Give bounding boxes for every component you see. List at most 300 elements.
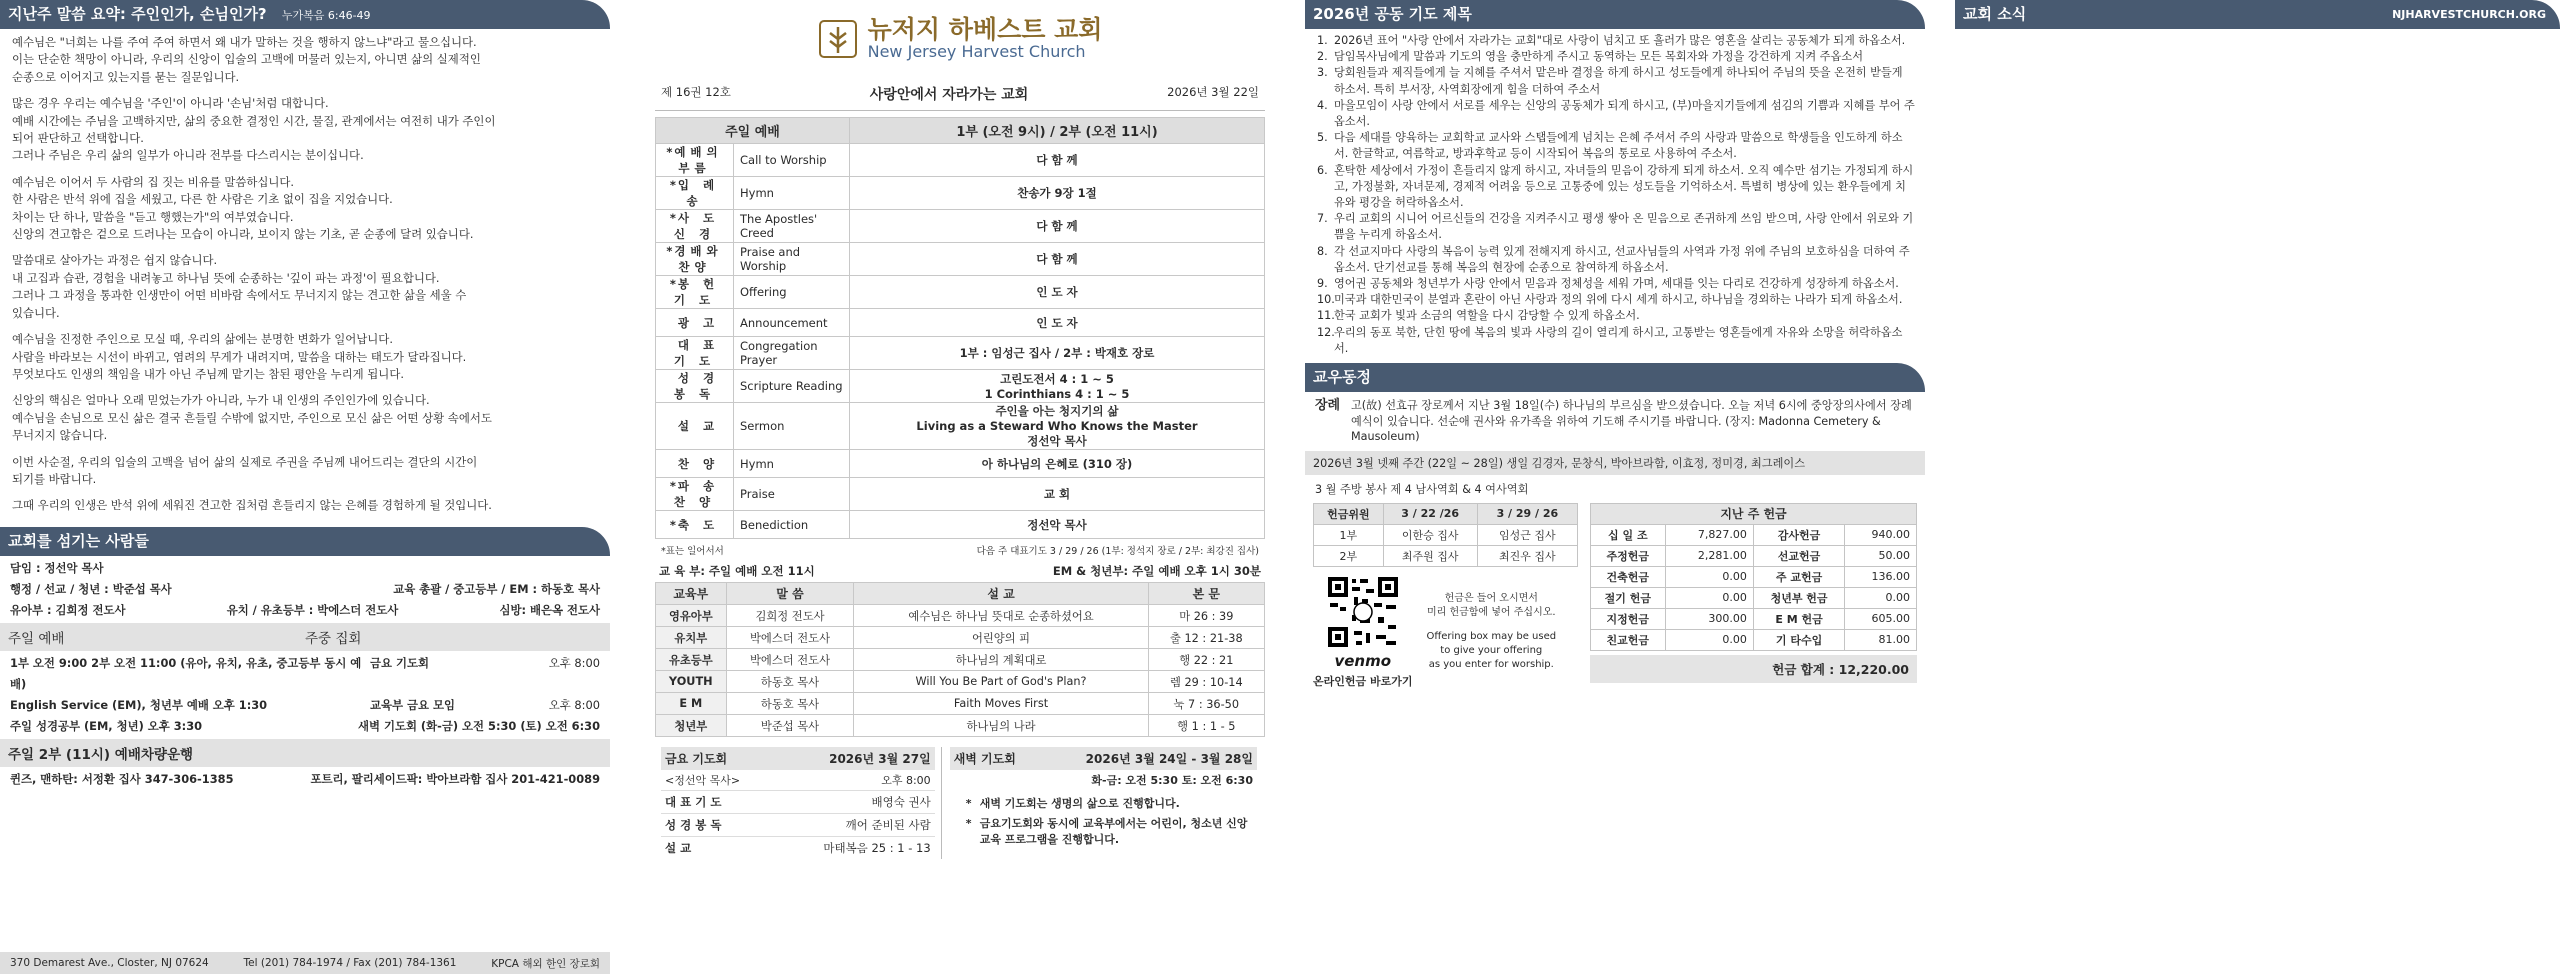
edu-sermon: 하나님의 계획대로 <box>854 649 1148 671</box>
worship-order-heading: 주일 예배 <box>656 118 850 144</box>
friday-prayer-date: 2026년 3월 27일 <box>829 752 931 766</box>
standing-mark: * <box>666 244 678 258</box>
sermon-line: 그러나 그 과정을 통과한 인생만이 어떤 비바람 속에서도 무너지지 않는 견고한 삶을 세울 수 <box>12 288 467 303</box>
worship-row <box>656 276 1265 309</box>
members-news-title: 교우동정 <box>1313 368 1371 387</box>
prayer-text: 영어권 공동체와 청년부가 사랑 안에서 믿음과 정체성을 세워 가며, 세대를 잇는 다리로 건강하게 성장하게 하옵소서. <box>1334 277 1899 291</box>
ushers-col-date2: 3 / 29 / 26 <box>1477 503 1577 524</box>
worship-item-leader <box>850 177 1265 210</box>
worship-item-name: 성 경 봉 독 <box>656 370 734 403</box>
church-phone: Tel (201) 784-1974 / Fax (201) 784-1361 <box>243 957 457 969</box>
prayer-item <box>1317 65 1915 97</box>
usher-service-2: 2부 <box>1314 545 1384 566</box>
funeral-notice <box>1305 392 1925 451</box>
venmo-block <box>1313 575 1578 689</box>
worship-row <box>656 243 1265 276</box>
prayer-item <box>1317 33 1915 49</box>
sermon-summary-citation: 누가복음 6:46-49 <box>281 9 371 22</box>
prayer-number: 9. <box>1317 277 1328 291</box>
offering-instructions <box>1426 592 1556 672</box>
edu-speaker: 박준섭 목사 <box>726 715 854 737</box>
venmo-label: venmo <box>1334 651 1392 670</box>
worship-item-text: 교 회 <box>1043 487 1071 501</box>
offering-type: 청년부 헌금 <box>1753 587 1844 608</box>
standing-mark: * <box>669 479 681 493</box>
offering-type: 친교헌금 <box>1591 629 1666 650</box>
meeting-row-3-sunday: 주일 성경공부 (EM, 청년) 오후 3:30 <box>10 718 203 733</box>
worship-item-name: *봉 헌 기 도 <box>656 276 734 309</box>
dawn-prayer <box>942 747 1265 859</box>
worship-item-english: Benediction <box>734 511 850 539</box>
education-time: 교 육 부: 주일 예배 오전 11시 <box>659 564 815 578</box>
shuttle-title: 주일 2부 (11시) 예배차량운행 <box>8 746 194 763</box>
friday-prayer-row <box>661 836 935 859</box>
offering-type: 감사헌금 <box>1753 524 1844 545</box>
standing-mark: * <box>669 517 681 532</box>
offering-type: 주 교헌금 <box>1753 566 1844 587</box>
offering-amount: 0.00 <box>1665 566 1753 587</box>
standing-mark: * <box>669 277 681 291</box>
offering-total: 헌금 합계 : 12,220.00 <box>1590 655 1917 683</box>
funeral-label: 장례 <box>1315 398 1341 414</box>
prayer-text: 미국과 대한민국이 분열과 혼란이 아닌 사랑과 정의 위에 다시 세게 하시고, 하나님을 경외하는 나라가 되게 하옵소서. <box>1334 293 1903 307</box>
worship-order-column <box>655 0 1265 974</box>
ushers-table <box>1313 503 1578 567</box>
table-row <box>1591 566 1917 587</box>
offering-amount: 7,827.00 <box>1665 524 1753 545</box>
prayer-item <box>1317 130 1915 162</box>
usher-1-date2: 임성근 집사 <box>1477 524 1577 545</box>
meeting-row-1-name: 금요 기도회 <box>370 655 429 670</box>
sermon-line: 이번 사순절, 우리의 입술의 고백을 넘어 삶의 실제로 주권을 주님께 내어드리는 결단의 시간이 <box>12 454 478 469</box>
dawn-prayer-notes: * 새벽 기도회는 생명의 삶으로 진행합니다. * 금요기도회와 동시에 교육부에서는 어린이, 청소년 신앙 교육 프로그램을 진행합니다. <box>950 790 1257 848</box>
prayer-text: 마을모임이 사랑 안에서 서로를 세우는 신앙의 공동체가 되게 하시고, (부)마을지기들에게 섬김의 기쁨과 지혜를 부어 주옵소서. <box>1334 98 1915 129</box>
worship-row <box>656 177 1265 210</box>
prayer-number: 10. <box>1317 293 1335 307</box>
offering-note-1: 헌금은 들어 오시면서 <box>1444 592 1538 604</box>
edu-col-text: 본 문 <box>1148 583 1264 605</box>
worship-item-english: Offering <box>734 276 850 309</box>
church-news-header <box>1955 0 2560 29</box>
table-row <box>1591 587 1917 608</box>
sunday-worship-heading: 주일 예배 <box>8 630 65 647</box>
offering-amount: 0.00 <box>1665 587 1753 608</box>
friday-prayer <box>655 747 942 859</box>
prayer-meetings <box>655 747 1265 859</box>
staff-children: 유치 / 유초등부 : 박에스더 전도사 <box>226 602 399 617</box>
worship-item-text: 정선악 목사 <box>1027 517 1087 532</box>
prayer-text: 당회원들과 제직들에게 늘 지혜를 주셔서 맡은바 결정을 하게 하시고 성도들에게 하나되어 주님의 뜻을 온전히 받들게 하소서. 특히 부서장, 사역회장에게 힘을 더하여 주소서 <box>1334 66 1903 96</box>
table-row <box>656 605 1265 627</box>
church-logo-icon <box>818 19 858 59</box>
prayer-text: 우리 교회의 시니어 어르신들의 건강을 지켜주시고 평생 쌓아 온 믿음으로 존귀하게 쓰임 받으며, 사랑 안에서 위로와 기쁨을 누리게 하옵소서. <box>1334 212 1914 242</box>
worship-item-name: *예배의 부름 <box>656 144 734 177</box>
staff-list <box>0 556 610 623</box>
table-row <box>656 671 1265 693</box>
friday-row-label: 대 표 기 도 <box>665 795 722 809</box>
worship-item-leader <box>850 337 1265 370</box>
worship-item-leader <box>850 309 1265 337</box>
offering-type: 기 타수입 <box>1753 629 1844 650</box>
edu-sermon: 예수님은 하나님 뜻대로 순종하셨어요 <box>854 605 1148 627</box>
address-footer <box>0 952 610 974</box>
prayer-item <box>1317 325 1915 357</box>
last-week-offering <box>1590 503 1917 689</box>
prayer-header <box>1305 0 1925 29</box>
worship-row <box>656 309 1265 337</box>
prayer-number: 6. <box>1317 163 1328 177</box>
meetings-header <box>0 623 610 651</box>
friday-prayer-leader: <정선악 목사> <box>665 774 741 787</box>
worship-item-english: Call to Worship <box>734 144 850 177</box>
usher-1-date1: 이한승 집사 <box>1383 524 1477 545</box>
edu-text: 행 22 : 21 <box>1148 649 1264 671</box>
ushers-and-venmo <box>1313 503 1578 689</box>
church-name-korean: 뉴저지 하베스트 교회 <box>867 15 1103 44</box>
standing-mark: * <box>669 178 681 192</box>
offering-table <box>1590 503 1917 651</box>
staff-visitation: 심방: 배은옥 전도사 <box>499 602 600 617</box>
friday-prayer-row <box>661 790 935 813</box>
worship-row <box>656 337 1265 370</box>
ushers-col-role: 헌금위원 <box>1314 503 1384 524</box>
weekday-meetings-heading: 주중 집회 <box>305 630 362 647</box>
shuttle-header <box>0 739 610 767</box>
prayer-text: 혼탁한 세상에서 가정이 흔들리지 않게 하시고, 자녀들의 믿음이 강하게 되게 하소서. 오직 예수만 섬기는 가정되게 하시고, 가정불화, 자녀문제, 경제적 어려움 등으로 고통중에 있는 성도들을 기억하소서. 특별히 병상에 있는 환우들에게 치유와 평강을 허락하옵소서. <box>1334 163 1914 210</box>
venmo-qr-area[interactable] <box>1313 575 1412 689</box>
table-row <box>1591 629 1917 650</box>
prayer-number: 2. <box>1317 50 1328 64</box>
sermon-line: 차이는 단 하나, 말씀을 "듣고 행했는가"의 여부였습니다. <box>12 209 294 224</box>
worship-item-english: Hymn <box>734 450 850 478</box>
sermon-line: 예수님은 "너희는 나를 주여 주여 하면서 왜 내가 말하는 것을 행하지 않느냐"라고 물으십니다. <box>12 35 477 49</box>
church-news-column <box>1955 0 2560 974</box>
shuttle-drivers <box>0 767 610 792</box>
prayer-number: 5. <box>1317 131 1328 145</box>
edu-col-department: 교육부 <box>656 583 727 605</box>
offering-amount: 940.00 <box>1845 524 1917 545</box>
dawn-prayer-title: 새벽 기도회 <box>953 752 1016 766</box>
edu-text: 눅 7 : 36-50 <box>1148 693 1264 715</box>
prayer-number: 4. <box>1317 98 1328 112</box>
worship-item-name: 설 교 <box>656 403 734 450</box>
dawn-prayer-date: 2026년 3월 24일 - 3월 28일 <box>1085 752 1253 766</box>
offering-amount: 0.00 <box>1665 629 1753 650</box>
usher-2-date1: 최주원 집사 <box>1383 545 1477 566</box>
worship-item-leader <box>850 144 1265 177</box>
sermon-paragraph <box>12 392 598 444</box>
meeting-row-1-sunday: 1부 오전 9:00 2부 오전 11:00 (유아, 유치, 유초, 중고등부 동시 예배) <box>10 655 362 691</box>
worship-item-text: 다 함 께 <box>1036 153 1078 167</box>
offering-type: 주정헌금 <box>1591 545 1666 566</box>
funeral-text: 고(故) 선효규 장로께서 지난 3월 18일(수) 하나님의 부르심을 받으셨습니다. 오늘 저녁 6시에 중앙장의사에서 장례예식이 있습니다. 선순애 권사와 유가족을 위하여 기도해 주시기를 바랍니다. (장지: Madonna Cemetery & Mausoleum) <box>1351 399 1912 444</box>
worship-item-text: 찬송가 9장 1절 <box>1017 186 1097 200</box>
prayer-item <box>1317 211 1915 243</box>
education-header <box>655 561 1265 582</box>
church-name-english: New Jersey Harvest Church <box>867 42 1086 61</box>
kitchen-service-text: 3 월 주방 봉사 제 4 남사역회 & 4 여사역회 <box>1315 482 1529 496</box>
prayer-item <box>1317 292 1915 308</box>
standing-mark: * <box>669 211 681 225</box>
worship-item-english: Praise <box>734 478 850 511</box>
next-week-prayer-note: 다음 주 대표기도 3 / 29 / 26 (1부: 정석지 장로 / 2부: 최강진 집사) <box>976 546 1259 557</box>
standing-mark: * <box>666 145 678 159</box>
sermon-paragraph <box>12 454 598 489</box>
offering-amount: 605.00 <box>1845 608 1917 629</box>
edu-speaker: 박에스더 전도사 <box>726 649 854 671</box>
dawn-note-1: 새벽 기도회는 생명의 삶으로 진행합니다. <box>979 797 1180 810</box>
worship-row <box>656 144 1265 177</box>
edu-department: 청년부 <box>656 715 727 737</box>
prayer-number: 8. <box>1317 244 1328 258</box>
prayer-item <box>1317 49 1915 65</box>
offering-type: 선교헌금 <box>1753 545 1844 566</box>
friday-row-value: 마태복음 25 : 1 - 13 <box>823 841 931 855</box>
friday-prayer-row <box>661 813 935 836</box>
usher-service-1: 1부 <box>1314 524 1384 545</box>
edu-sermon: 어린양의 피 <box>854 627 1148 649</box>
friday-row-value: 깨어 준비된 사람 <box>845 818 931 832</box>
worship-item-text: 인 도 자 <box>1036 315 1078 330</box>
meetings-list <box>0 651 610 739</box>
edu-text: 출 12 : 21-38 <box>1148 627 1264 649</box>
edu-sermon: Will You Be Part of God's Plan? <box>854 671 1148 693</box>
dawn-prayer-time: 화-금: 오전 5:30 토: 오전 6:30 <box>1091 774 1253 787</box>
denomination: KPCA 해외 한인 장로회 <box>491 957 600 970</box>
prayer-text: 우리의 동포 북한, 단힌 땅에 복음의 빛과 사랑의 길이 열리게 하시고, 고통받는 영혼들에게 자유와 소망을 허락하옵소서. <box>1334 325 1903 355</box>
worship-item-leader <box>850 511 1265 539</box>
table-row <box>656 627 1265 649</box>
staff-education: 교육 총괄 / 중고등부 / EM : 하동호 목사 <box>393 581 600 596</box>
worship-item-name: *사 도 신 경 <box>656 210 734 243</box>
table-row <box>1591 545 1917 566</box>
staff-senior: 담임 : 정선악 목사 <box>10 560 104 575</box>
sermon-paragraph <box>12 252 598 322</box>
sermon-paragraph <box>12 95 598 165</box>
birthday-notice <box>1305 451 1925 475</box>
worship-item-text: 다 함 께 <box>1036 219 1078 233</box>
prayer-item <box>1317 244 1915 276</box>
edu-department: 유초등부 <box>656 649 727 671</box>
sermon-paragraph <box>12 34 598 86</box>
sermon-line: 신앙의 견고함은 겉으로 드러나는 모습이 아니라, 보이지 않는 기초, 곧 순종에 달려 있습니다. <box>12 227 474 242</box>
edu-speaker: 박에스더 전도사 <box>726 627 854 649</box>
staff-header <box>0 527 610 556</box>
prayer-text: 각 선교지마다 사랑의 복음이 능력 있게 전해지게 하시고, 선교사님들의 사역과 가정 위에 주님의 보호하심을 더하여 주옵소서. 단기선교를 통해 복음의 현장에 순종으로 참여하게 하옵소서. <box>1334 244 1910 274</box>
sermon-line: 되어 판단하고 선택합니다. <box>12 131 144 146</box>
church-address: 370 Demarest Ave., Closter, NJ 07624 <box>10 957 209 969</box>
prayer-text: 한국 교회가 빛과 소금의 역할을 다시 감당할 수 있게 하옵소서. <box>1334 309 1640 323</box>
staff-infant: 유아부 : 김희정 전도사 <box>10 602 126 617</box>
sermon-line: 순종으로 이어지고 있는지를 묻는 질문입니다. <box>12 69 240 84</box>
worship-item-english: Praise and Worship <box>734 243 850 276</box>
worship-item-text: 1부 : 임성근 집사 / 2부 : 박재호 장로 <box>959 346 1155 360</box>
sermon-summary-title: 지난주 말씀 요약: 주인인가, 손님인가? <box>8 5 267 23</box>
worship-item-leader <box>850 243 1265 276</box>
table-row <box>1314 524 1578 545</box>
table-row <box>656 649 1265 671</box>
offering-type: 건축헌금 <box>1591 566 1666 587</box>
worship-item-english: Announcement <box>734 309 850 337</box>
worship-item-english: Scripture Reading <box>734 370 850 403</box>
sermon-line: 한 사람은 반석 위에 집을 세웠고, 다른 한 사람은 기초 없이 집을 지었습니다. <box>12 192 393 207</box>
edu-col-speaker: 말 씀 <box>726 583 854 605</box>
worship-item-leader <box>850 370 1265 403</box>
worship-item-english: Sermon <box>734 403 850 450</box>
prayer-number: 12. <box>1317 325 1335 339</box>
offering-type: 절기 헌금 <box>1591 587 1666 608</box>
worship-item-text: 인 도 자 <box>1036 285 1078 299</box>
worship-item-english: The Apostles' Creed <box>734 210 850 243</box>
prayer-item <box>1317 163 1915 212</box>
sermon-line: 무엇보다도 인생의 책임을 내가 아닌 주님께 맡기는 참된 평안을 누리게 됩니다. <box>12 366 404 381</box>
prayer-item <box>1317 98 1915 130</box>
edu-text: 행 1 : 1 - 5 <box>1148 715 1264 737</box>
meeting-row-3-name: 새벽 기도회 (화-금) 오전 5:30 (토) 오전 6:30 <box>357 718 600 733</box>
worship-item-name: 찬 양 <box>656 450 734 478</box>
prayer-number: 11. <box>1317 309 1335 323</box>
table-row <box>1314 545 1578 566</box>
offering-type: 십 일 조 <box>1591 524 1666 545</box>
em-youth-time: EM & 청년부: 주일 예배 오후 1시 30분 <box>1052 564 1261 578</box>
sermon-paragraph <box>12 331 598 383</box>
offering-note-4: to give your offering <box>1440 644 1543 656</box>
sermon-paragraph <box>12 497 598 514</box>
worship-item-leader <box>850 450 1265 478</box>
offering-area <box>1305 503 1925 689</box>
offering-note-2: 미리 헌금함에 넣어 주십시오. <box>1426 606 1556 618</box>
offering-note-3: Offering box may be used <box>1426 630 1557 642</box>
offering-type: E M 헌금 <box>1753 608 1844 629</box>
sermon-line: 사람을 바라보는 시선이 바뀌고, 염려의 무게가 내려지며, 말씀을 대하는 태도가 달라집니다. <box>12 349 467 364</box>
prayer-item <box>1317 276 1915 292</box>
worship-row <box>656 210 1265 243</box>
prayer-text: 담임목사님에게 말씀과 기도의 영을 충만하게 주시고 동역하는 모든 목회자와 가정을 강건하게 지켜 주옵소서 <box>1334 50 1863 64</box>
kitchen-service <box>1305 475 1925 503</box>
online-giving-link[interactable]: 온라인헌금 바로가기 <box>1313 674 1413 688</box>
meeting-row-1-time: 오후 8:00 <box>548 655 600 670</box>
worship-item-leader <box>850 210 1265 243</box>
edu-department: YOUTH <box>656 671 727 693</box>
shuttle-driver-queens: 퀸즈, 맨하탄: 서정환 집사 347-306-1385 <box>10 771 234 786</box>
worship-item-name: *입 례 송 <box>656 177 734 210</box>
education-table <box>655 582 1265 737</box>
sermon-line: 예배 시간에는 주님을 고백하지만, 삶의 중요한 결정인 시간, 물질, 관계에서는 여전히 내가 주인이 <box>12 113 496 128</box>
table-row <box>1591 524 1917 545</box>
edu-speaker: 김희정 전도사 <box>726 605 854 627</box>
sermon-summary-body <box>0 34 610 515</box>
prayer-item <box>1317 308 1915 324</box>
prayer-text: 다음 세대를 양육하는 교회학교 교사와 스탭들에게 넘치는 은혜 주셔서 주의 사랑과 말씀으로 학생들을 인도하게 하소서. 한글학교, 여름학교, 방과후학교 등이 시작되어 복음의 통로로 사용하여 주소서. <box>1334 131 1903 161</box>
worship-item-text: 주인을 아는 청지기의 삶 <box>995 404 1119 418</box>
edu-sermon: 하나님의 나라 <box>854 715 1148 737</box>
worship-row <box>656 478 1265 511</box>
worship-item-text: Living as a Steward Who Knows the Master <box>916 419 1198 433</box>
offering-title: 지난 주 헌금 <box>1591 503 1917 524</box>
table-row <box>656 715 1265 737</box>
sermon-line: 무너지지 않습니다. <box>12 428 108 443</box>
worship-row <box>656 511 1265 539</box>
edu-text: 렘 29 : 10-14 <box>1148 671 1264 693</box>
sermon-line: 예수님은 이어서 두 사람의 집 짓는 비유를 말씀하십니다. <box>12 174 295 189</box>
church-website-link[interactable]: NJHARVESTCHURCH.ORG <box>2392 8 2546 21</box>
bulletin-header-line <box>655 84 1265 111</box>
edu-text: 마 26 : 39 <box>1148 605 1264 627</box>
edu-speaker: 하동호 목사 <box>726 671 854 693</box>
edu-col-sermon: 설 교 <box>854 583 1148 605</box>
worship-item-name: *경배와 찬양 <box>656 243 734 276</box>
worship-item-leader <box>850 478 1265 511</box>
sermon-line: 있습니다. <box>12 305 60 320</box>
sermon-line: 되기를 바랍니다. <box>12 471 97 486</box>
staff-admin: 행정 / 선교 / 청년 : 박준섭 목사 <box>10 581 172 596</box>
venmo-qr-code-icon[interactable] <box>1326 575 1400 649</box>
edu-department: 유치부 <box>656 627 727 649</box>
worship-row <box>656 370 1265 403</box>
worship-item-english: Hymn <box>734 177 850 210</box>
meeting-row-2-sunday: English Service (EM), 청년부 예배 오후 1:30 <box>10 697 268 712</box>
offering-amount: 0.00 <box>1845 587 1917 608</box>
worship-item-leader <box>850 276 1265 309</box>
table-row <box>656 693 1265 715</box>
sermon-line: 이는 단순한 책망이 아니라, 우리의 신앙이 입술의 고백에 머물러 있는지, 아니면 삶의 실제적인 <box>12 52 481 67</box>
worship-item-english: Congregation Prayer <box>734 337 850 370</box>
worship-notes <box>655 539 1265 561</box>
prayer-number: 7. <box>1317 212 1328 226</box>
offering-amount: 2,281.00 <box>1665 545 1753 566</box>
sermon-paragraph <box>12 174 598 244</box>
offering-amount: 300.00 <box>1665 608 1753 629</box>
worship-order-table <box>655 117 1265 539</box>
sermon-summary-column <box>0 0 610 974</box>
shuttle-driver-fortlee: 포트리, 팔리세이드팍: 박아브라함 집사 201-421-0089 <box>310 771 600 786</box>
prayer-number: 3. <box>1317 66 1328 80</box>
volume-number: 제 16권 12호 <box>661 85 731 99</box>
sermon-line: 말씀대로 살아가는 과정은 쉽지 않습니다. <box>12 253 218 268</box>
edu-department: 영유아부 <box>656 605 727 627</box>
worship-item-text: 정선악 목사 <box>1027 434 1087 448</box>
sermon-line: 그러나 주님은 우리 삶의 일부가 아니라 전부를 다스리시는 분이십니다. <box>12 148 364 163</box>
offering-amount: 136.00 <box>1845 566 1917 587</box>
bulletin-date: 2026년 3월 22일 <box>1167 85 1259 99</box>
edu-speaker: 하동호 목사 <box>726 693 854 715</box>
sermon-line: 신앙의 핵심은 얼마나 오래 믿었는가가 아니라, 누가 내 인생의 주인인가에 있습니다. <box>12 393 430 408</box>
sermon-line: 예수님을 진정한 주인으로 모실 때, 우리의 삶에는 분명한 변화가 일어납니다. <box>12 332 393 347</box>
offering-amount: 81.00 <box>1845 629 1917 650</box>
offering-amount: 50.00 <box>1845 545 1917 566</box>
worship-item-name: 광 고 <box>656 309 734 337</box>
standing-note: *표는 일어서서 <box>661 546 724 557</box>
sermon-summary-header <box>0 0 610 29</box>
table-row <box>1591 608 1917 629</box>
worship-row <box>656 450 1265 478</box>
worship-item-text: 아 하나님의 은혜로 (310 장) <box>981 456 1133 471</box>
edu-sermon: Faith Moves First <box>854 693 1148 715</box>
worship-item-name: *파 송 찬 양 <box>656 478 734 511</box>
offering-note-5: as you enter for worship. <box>1428 658 1554 670</box>
sermon-line: 예수님을 손님으로 모신 삶은 결국 흔들릴 수밖에 없지만, 주인으로 모신 삶은 어떤 상황 속에서도 <box>12 410 492 425</box>
usher-2-date2: 최진우 집사 <box>1477 545 1577 566</box>
worship-times-heading: 1부 (오전 9시) / 2부 (오전 11시) <box>850 118 1265 144</box>
dawn-note-2: 금요기도회와 동시에 교육부에서는 어린이, 청소년 신앙 교육 프로그램을 진행합니다. <box>979 817 1248 846</box>
friday-prayer-title: 금요 기도회 <box>665 752 728 766</box>
sermon-line: 많은 경우 우리는 예수님을 '주인'이 아니라 '손님'처럼 대합니다. <box>12 96 329 111</box>
prayer-title: 2026년 공동 기도 제목 <box>1313 5 1472 23</box>
friday-prayer-time: 오후 8:00 <box>881 774 931 787</box>
worship-item-leader <box>850 403 1265 450</box>
church-logo <box>655 14 1265 64</box>
worship-item-name: *축 도 <box>656 511 734 539</box>
